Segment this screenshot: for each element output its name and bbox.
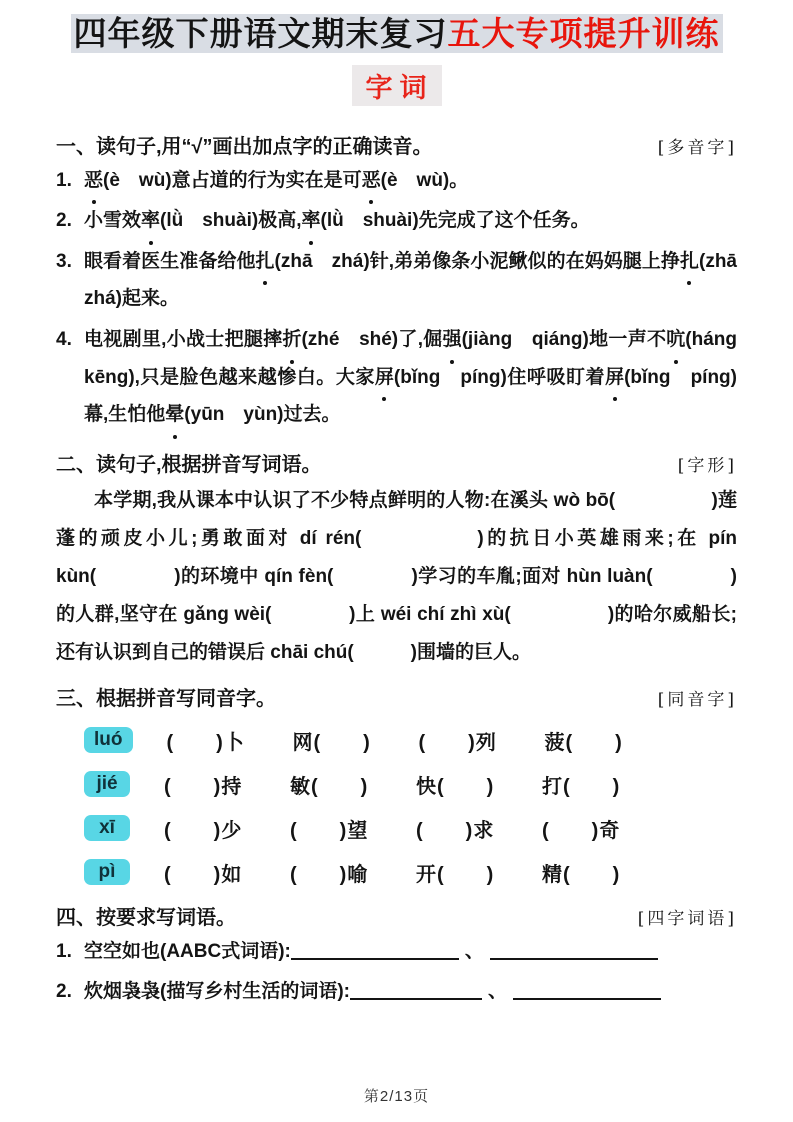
- pinyin-badge: luó: [84, 727, 133, 753]
- section1-tag: [多音字]: [657, 137, 737, 158]
- homophone-cell: ( )喻: [290, 863, 369, 886]
- section4-title: 四、按要求写词语。: [56, 906, 236, 929]
- section2-paragraph: 本学期,我从课本中认识了不少特点鲜明的人物:在溪头 wò bō( )莲蓬的顽皮小儿;勇敢面对 dí rén( )的抗日小英雄雨来;在 pín kùn( )的环境中 qín fèn( )学习的车胤;面对 hùn luàn( )的人群,坚守在 gǎng wèi( )上 wéi chí zhì xù( )的哈尔威船长;还有认识到自己的错误后 chāi chú( )围墙的巨人。: [56, 489, 737, 663]
- page-subtitle-row: [56, 65, 737, 106]
- section1-title: 一、读句子,用“√”画出加点字的正确读音。: [56, 135, 433, 158]
- homophone-cell: ( )如: [164, 863, 243, 886]
- homophone-cell: ( )卜: [166, 731, 245, 754]
- item-text: 电视剧里,小战士把腿摔折(zhé shé)了,倔强(jiàng qiáng)地一声不吭(háng kēng),只是脸色越来越惨白。大家屏(bǐng píng)住呼吸盯着屏(bǐng píng)幕,生怕他晕(yūn yùn)过去。: [84, 329, 756, 425]
- homophone-cell: 打( ): [542, 775, 621, 798]
- item-label: 炊烟袅袅(描写乡村生活的词语):: [84, 981, 350, 1003]
- pinyin-badge: xī: [84, 815, 130, 841]
- item-number: 2.: [56, 210, 72, 232]
- homophone-cell: 快( ): [416, 775, 495, 798]
- section4-items: [56, 933, 737, 1011]
- item-number: 1.: [56, 940, 72, 962]
- question-item: [56, 162, 737, 200]
- homophone-row: [84, 726, 737, 755]
- separator: 、: [487, 981, 507, 1003]
- page-title: [56, 14, 737, 54]
- section3-header: [56, 682, 737, 711]
- item-number: 1.: [56, 169, 72, 191]
- homophone-cell: ( )持: [164, 775, 243, 798]
- section1-header: [56, 130, 737, 159]
- answer-blank: [513, 985, 661, 1000]
- pinyin-badge: pì: [84, 859, 130, 885]
- answer-blank: [350, 985, 482, 1000]
- item-number: 4.: [56, 329, 72, 351]
- homophone-cell: ( )少: [164, 819, 243, 842]
- question-item: [56, 243, 757, 318]
- homophone-cell: 网( ): [292, 731, 371, 754]
- homophone-cell: 敏( ): [290, 775, 369, 798]
- homophone-cell: 精( ): [542, 863, 621, 886]
- section3-tag: [同音字]: [657, 689, 737, 710]
- homophone-cell: ( )奇: [542, 819, 621, 842]
- item-number: 2.: [56, 981, 72, 1003]
- homophone-row: [84, 814, 737, 843]
- homophone-cell: ( )求: [416, 819, 495, 842]
- item-text: 小雪效率(lǜ shuài)极高,率(lǜ shuài)先完成了这个任务。: [84, 210, 590, 231]
- item-number: 3.: [56, 250, 72, 272]
- homophone-cell: ( )列: [418, 731, 497, 754]
- section4-header: [56, 901, 737, 930]
- section2-header: [56, 448, 737, 477]
- pinyin-badge: jié: [84, 771, 130, 797]
- item-label: 空空如也(AABC式词语):: [84, 940, 291, 962]
- answer-blank: [291, 945, 459, 960]
- item-text: 眼看着医生准备给他扎(zhā zhá)针,弟弟像条小泥鳅似的在妈妈腿上挣扎(zhā zhá)起来。: [84, 251, 756, 310]
- homophone-row: [84, 858, 737, 887]
- section2-tag: [字形]: [677, 455, 737, 476]
- homophone-cell: 菠( ): [544, 731, 623, 754]
- question-item: [56, 973, 737, 1011]
- page-title-black: 四年级下册语文期末复习: [73, 15, 448, 52]
- item-text: 恶(è wù)意占道的行为实在是可恶(è wù)。: [84, 170, 468, 191]
- question-item: [56, 202, 737, 240]
- question-item: [56, 321, 757, 434]
- answer-blank: [490, 945, 658, 960]
- page-title-red: 五大专项提升训练: [447, 15, 720, 52]
- homophone-cell: 开( ): [416, 863, 495, 886]
- section1-items: [56, 162, 757, 434]
- question-item: [56, 933, 737, 971]
- section4-tag: [四字词语]: [637, 908, 737, 929]
- homophone-cell: ( )望: [290, 819, 369, 842]
- page-number: 第2/13页: [363, 1088, 430, 1105]
- homophone-row: [84, 770, 737, 799]
- section3-rows: [56, 726, 737, 887]
- section3-title: 三、根据拼音写同音字。: [56, 687, 276, 710]
- page-subtitle: 字词: [352, 65, 442, 106]
- separator: 、: [464, 940, 484, 962]
- section2-title: 二、读句子,根据拼音写词语。: [56, 453, 322, 476]
